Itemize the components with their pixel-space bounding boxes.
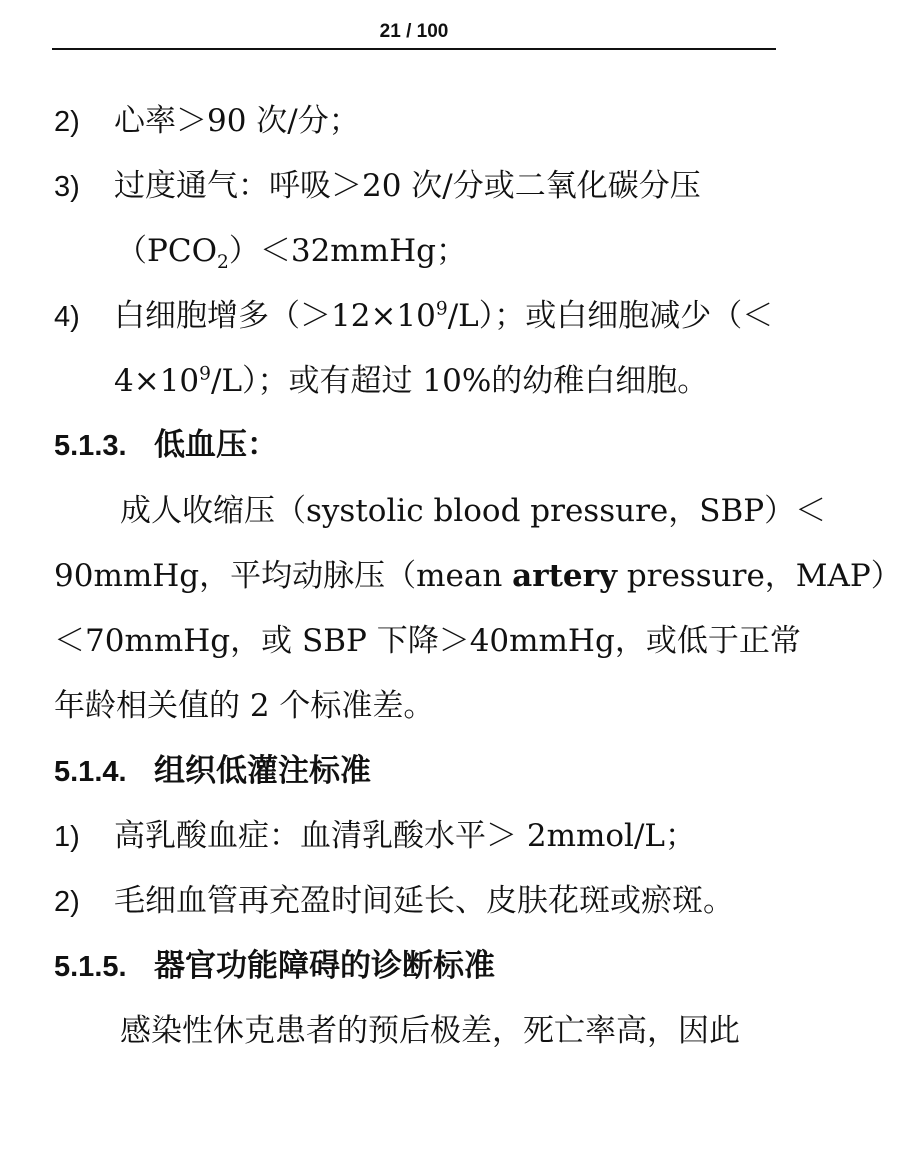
- section-number: 5.1.3.: [54, 430, 127, 462]
- paragraph-line: [54, 556, 902, 596]
- list-item-text: 过度通气：呼吸＞20 次/分或二氧化碳分压: [114, 168, 701, 204]
- text-part: 90mmHg，平均动脉压（mean: [54, 558, 513, 594]
- section-title: 低血压：: [154, 427, 278, 463]
- text-part: ＜70mmHg，或 SBP 下降＞40mmHg，或低于正常: [54, 623, 801, 659]
- paragraph-line: [54, 686, 434, 726]
- section-number: 5.1.4.: [54, 756, 127, 788]
- list-item-capillary-refill: [114, 881, 734, 921]
- list-item-heart-rate: [114, 101, 360, 141]
- section-heading-hypoperfusion: [54, 751, 371, 792]
- section-heading-organ-dysfunction: [54, 946, 495, 987]
- list-item-wbc-cont: [114, 361, 708, 401]
- list-item-text: 心率＞90 次/分；: [114, 103, 360, 139]
- list-item-wbc: [114, 296, 773, 336]
- superscript: 9: [435, 298, 448, 320]
- text-part: /L）；或有超过 10%的幼稚白细胞。: [211, 363, 709, 399]
- page-number-text: 21 / 100: [379, 21, 449, 42]
- text-part: 年龄相关值的 2 个标准差。: [54, 688, 435, 724]
- text-part: （PCO: [116, 233, 217, 269]
- list-number: 1): [54, 821, 80, 853]
- section-number: 5.1.5.: [54, 951, 127, 983]
- list-number: 2): [54, 106, 80, 138]
- subscript: 2: [217, 252, 229, 274]
- superscript: 9: [199, 363, 211, 385]
- text-part: 白细胞增多（＞12×10: [114, 298, 436, 334]
- bold-text: artery: [512, 558, 617, 594]
- text-part: 4×10: [114, 363, 200, 399]
- text-part: 感染性休克患者的预后极差，死亡率高，因此: [120, 1013, 740, 1049]
- list-item-text: 毛细血管再充盈时间延长、皮肤花斑或瘀斑。: [114, 883, 734, 919]
- list-number: 2): [54, 886, 80, 918]
- paragraph-line: [54, 621, 801, 661]
- paragraph-line: [120, 491, 826, 531]
- section-title: 器官功能障碍的诊断标准: [154, 948, 495, 984]
- section-heading-hypotension: [54, 425, 278, 466]
- text-part: 成人收缩压（systolic blood pressure，SBP）＜: [120, 493, 827, 529]
- page-indicator: [52, 18, 776, 50]
- list-number: 3): [54, 171, 80, 203]
- list-item-hyperventilation-cont: [116, 231, 467, 274]
- text-part: /L）；或白细胞减少（＜: [447, 298, 774, 334]
- paragraph-line: [120, 1011, 740, 1051]
- text-part: ）＜32mmHg；: [228, 233, 467, 269]
- section-title: 组织低灌注标准: [154, 753, 371, 789]
- list-number: 4): [54, 301, 80, 333]
- list-item-hyperventilation: [114, 166, 701, 206]
- list-item-hyperlactatemia: [114, 816, 696, 856]
- text-part: pressure，MAP）: [616, 558, 902, 594]
- list-item-text: 高乳酸血症：血清乳酸水平＞ 2mmol/L；: [114, 818, 696, 854]
